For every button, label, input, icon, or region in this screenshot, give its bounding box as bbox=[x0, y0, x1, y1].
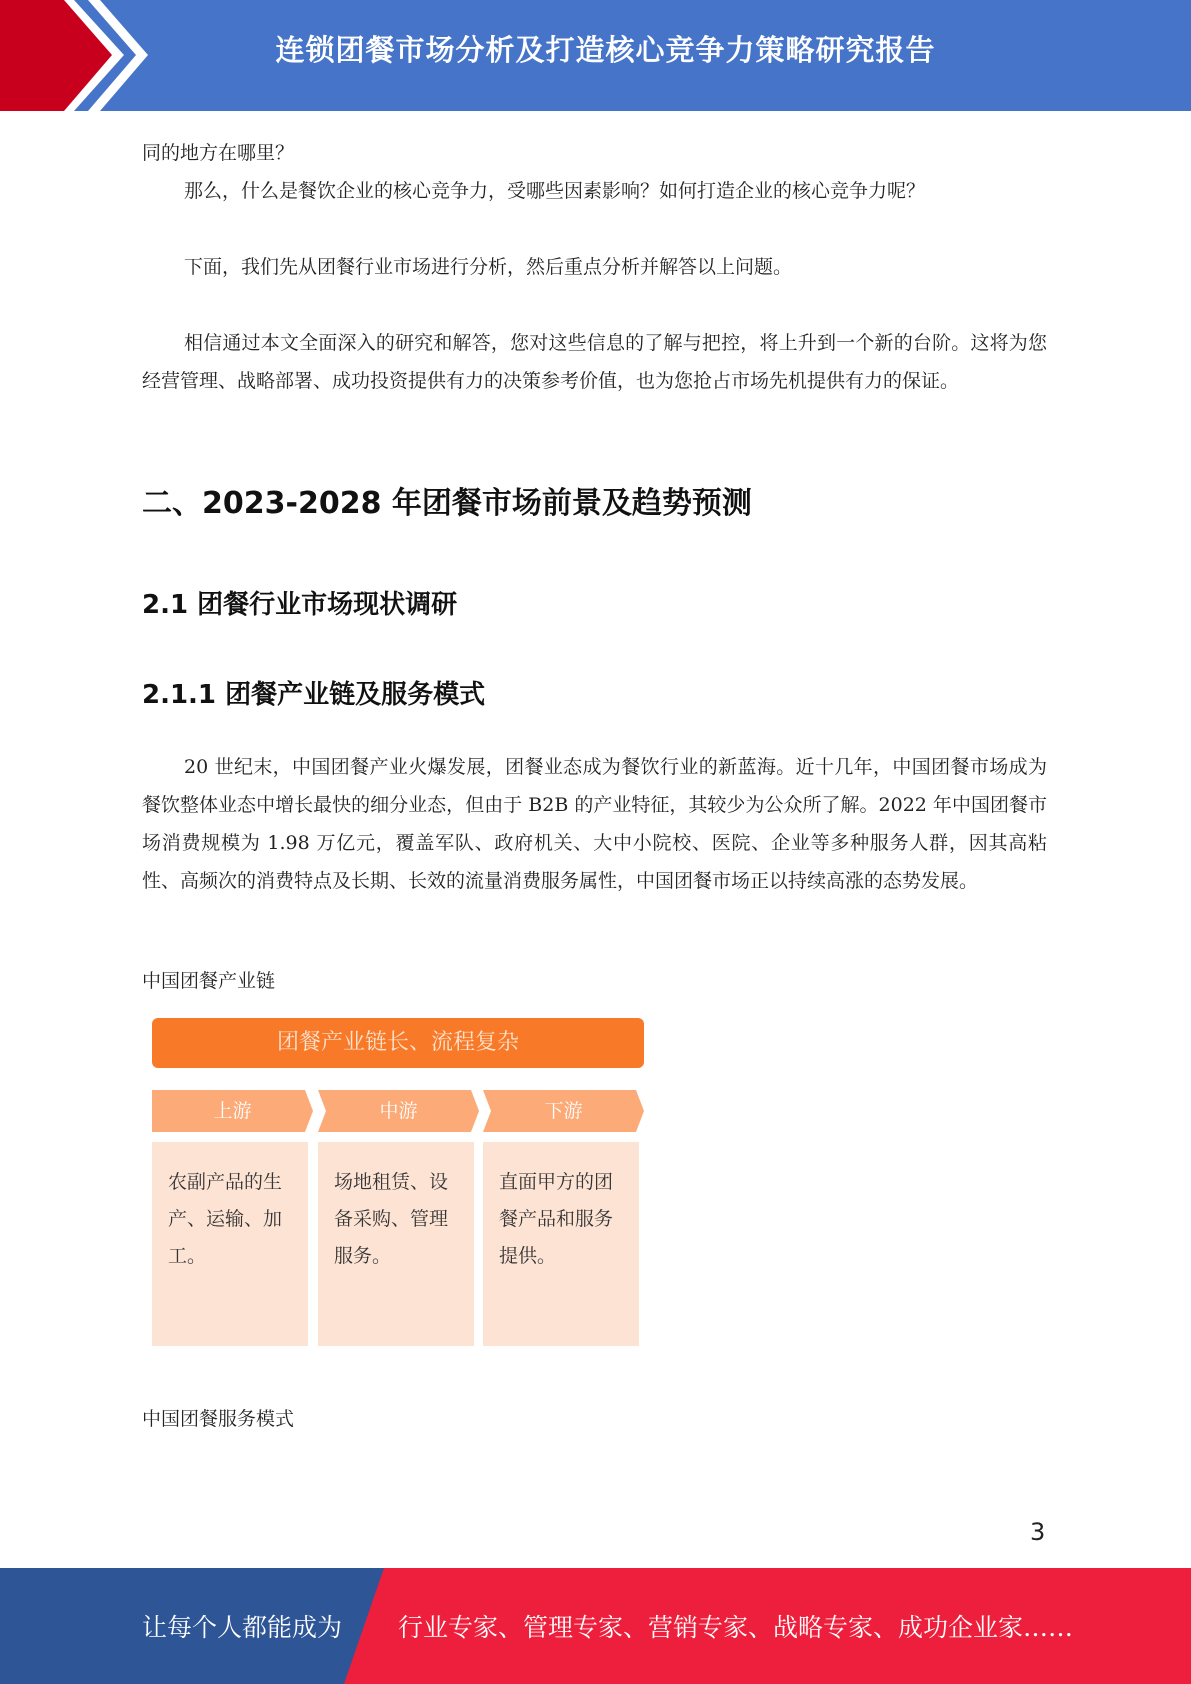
header-arrow-graphic bbox=[0, 0, 160, 111]
footer-bar bbox=[0, 1568, 1191, 1684]
stage-midstream-desc: 场地租赁、设备采购、管理服务。 bbox=[318, 1142, 474, 1346]
section-text bbox=[142, 748, 1047, 900]
intro-paragraph: 相信通过本文全面深入的研究和解答，您对这些信息的了解与把控，将上升到一个新的台阶。这将为您经营管理、战略部署、成功投资提供有力的决策参考价值，也为您抢占市场先机提供有力的保证。 bbox=[142, 332, 1047, 392]
stage-downstream-desc: 直面甲方的团餐产品和服务提供。 bbox=[483, 1142, 639, 1346]
page-number: 3 bbox=[1030, 1518, 1046, 1546]
diagram-banner: 团餐产业链长、流程复杂 bbox=[152, 1018, 644, 1068]
footer-slogan-right: 行业专家、管理专家、营销专家、战略专家、成功企业家…… bbox=[398, 1613, 1074, 1642]
stage-upstream-desc: 农副产品的生产、运输、加工。 bbox=[152, 1142, 308, 1346]
blank-line bbox=[142, 210, 1047, 248]
blank-line bbox=[142, 286, 1047, 324]
intro-paragraph: 同的地方在哪里？ bbox=[142, 142, 295, 164]
section-paragraph: 20 世纪末，中国团餐产业火爆发展，团餐业态成为餐饮行业的新蓝海。近十几年，中国团餐市场成为餐饮整体业态中增长最快的细分业态，但由于 B2B 的产业特征，其较少为公众所了解。2022 年中国团餐市场消费规模为 1.98 万亿元，覆盖军队、政府机关、大中小院校、医院、企业等多种服务人群，因其高粘性、高频次的消费特点及长期、长效的流量消费服务属性，中国团餐市场正以持续高涨的态势发展。 bbox=[142, 756, 1047, 892]
footer-slogan-left: 让每个人都能成为 bbox=[142, 1613, 343, 1642]
subsection-heading: 2.1.1 团餐产业链及服务模式 bbox=[142, 680, 486, 710]
stage-midstream-label: 中游 bbox=[318, 1090, 479, 1132]
figure-caption-service-model: 中国团餐服务模式 bbox=[142, 1408, 295, 1430]
intro-paragraph: 那么，什么是餐饮企业的核心竞争力，受哪些因素影响？如何打造企业的核心竞争力呢？ bbox=[184, 180, 926, 202]
stage-downstream-label: 下游 bbox=[483, 1090, 644, 1132]
industry-chain-diagram bbox=[152, 1018, 644, 1348]
header-bar bbox=[0, 0, 1191, 111]
intro-text bbox=[142, 134, 1047, 400]
section-heading: 2.1 团餐行业市场现状调研 bbox=[142, 590, 458, 620]
report-title: 连锁团餐市场分析及打造核心竞争力策略研究报告 bbox=[275, 33, 936, 67]
chapter-heading: 二、2023-2028 年团餐市场前景及趋势预测 bbox=[142, 486, 752, 521]
stage-upstream-label: 上游 bbox=[152, 1090, 313, 1132]
intro-paragraph: 下面，我们先从团餐行业市场进行分析，然后重点分析并解答以上问题。 bbox=[184, 256, 793, 278]
figure-caption-industry-chain: 中国团餐产业链 bbox=[142, 970, 276, 992]
